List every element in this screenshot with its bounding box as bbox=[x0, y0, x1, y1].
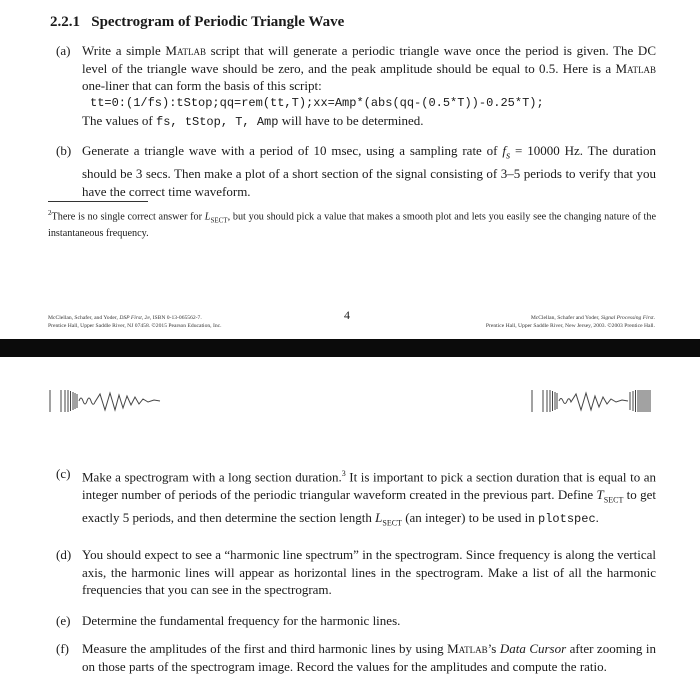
text: McClellan, Schafer and Yoder, bbox=[530, 315, 601, 321]
section-heading bbox=[50, 14, 344, 31]
item-label: (b) bbox=[56, 143, 72, 158]
math-symbol: T bbox=[596, 486, 604, 502]
item-label: (f) bbox=[56, 641, 69, 656]
math-symbol: L bbox=[204, 211, 211, 223]
math-subscript: SECT bbox=[382, 518, 402, 528]
page-number: 4 bbox=[344, 308, 350, 322]
item-a bbox=[56, 42, 656, 132]
text: Make a spectrogram with a long section duration. bbox=[82, 469, 342, 485]
footnote-divider bbox=[48, 201, 148, 202]
text: will have to be determined. bbox=[278, 113, 424, 129]
code-line: tt=0:(1/fs):tStop;qq=rem(tt,T);xx=Amp*(abs(qq-(0.5*T))-0.25*T); bbox=[90, 95, 544, 110]
text: There is no single correct answer for bbox=[51, 211, 205, 223]
item-label: (e) bbox=[56, 613, 71, 628]
matlab-name: Matlab bbox=[165, 43, 206, 58]
item-b bbox=[56, 142, 656, 200]
text: after zooming in on those parts of the spectrogram image. Record the values for the amplitudes and compute the ratio. bbox=[82, 641, 656, 674]
page-separator-band bbox=[0, 339, 700, 357]
inline-code: plotspec bbox=[538, 512, 596, 527]
footer-credit-left bbox=[48, 314, 222, 330]
text: Prentice Hall, Upper Saddle River, NJ 07458. ©2015 Pearson Education, Inc. bbox=[48, 323, 222, 329]
inline-code: fs, tStop, T, Amp bbox=[156, 115, 279, 130]
footnote-number: 2 bbox=[48, 209, 52, 217]
section-number: 2.2.1 bbox=[50, 14, 80, 30]
footer-credit-right bbox=[486, 314, 655, 330]
matlab-name: Matlab bbox=[615, 60, 656, 76]
item-f bbox=[56, 640, 656, 675]
item-label: (d) bbox=[56, 547, 72, 562]
item-e bbox=[56, 612, 656, 630]
text: DSP First, 2e bbox=[119, 315, 150, 321]
text: , but you should pick a value that makes a smooth plot and lets you easily see the changing nature of the instantaneous frequency. bbox=[48, 211, 656, 240]
text: Generate a triangle wave with a period of 10 msec, using a sampling rate of bbox=[82, 143, 503, 158]
text: It is important to pick a section duration that is equal to an integer number of periods of the periodic triangular waveform created in the previous part. Define bbox=[82, 469, 656, 502]
text: ’s bbox=[487, 641, 500, 656]
text: . bbox=[595, 510, 599, 526]
item-body bbox=[82, 465, 656, 532]
item-c bbox=[56, 465, 656, 532]
item-d bbox=[56, 546, 656, 599]
matlab-name: Matlab bbox=[447, 641, 488, 656]
item-label: (c) bbox=[56, 466, 71, 481]
waveform-logo-right bbox=[530, 384, 660, 420]
text: to get exactly 5 periods, and then determine the section length bbox=[82, 486, 656, 526]
section-title: Spectrogram of Periodic Triangle Wave bbox=[91, 14, 345, 30]
text: (an integer) to be used in bbox=[401, 510, 539, 526]
item-body bbox=[82, 42, 656, 132]
text: script that will generate a periodic triangle wave once the period is given. The DC level of the triangle wave should be zero, and the peak amplitude should be equal to 0.5. Here is a bbox=[82, 43, 656, 76]
math-subscript: s bbox=[505, 149, 511, 162]
math-subscript: SECT bbox=[603, 495, 624, 505]
waveform-logo-left bbox=[48, 384, 170, 420]
text: , ISBN 0-13-065562-7. bbox=[149, 315, 202, 321]
text: = 10000 Hz. The duration should be 3 secs. Then make a plot of a short section of the signal consisting of 3–5 periods to verify that you have the correct time waveform. bbox=[82, 143, 656, 199]
item-body bbox=[82, 142, 656, 200]
math-symbol: f bbox=[502, 143, 506, 158]
text: Signal Processing First bbox=[600, 315, 654, 321]
text: . bbox=[653, 315, 655, 321]
emphasis: Data Cursor bbox=[499, 641, 567, 656]
item-body bbox=[82, 640, 656, 675]
math-subscript: SECT bbox=[210, 216, 228, 225]
text: McClellan, Schafer, and Yoder, bbox=[48, 315, 120, 321]
footnote bbox=[48, 206, 656, 241]
item-label: (a) bbox=[56, 43, 71, 58]
text: one-liner that can form the basis of this script: bbox=[82, 78, 322, 94]
text: Prentice Hall, Upper Saddle River, New Jersey, 2003. ©2003 Prentice Hall. bbox=[485, 323, 655, 329]
item-body: You should expect to see a “harmonic line spectrum” in the spectrogram. Since frequency is along the vertical axis, the harmonic lines will appear as horizontal lines in the spectrogram. Make a list of all the harmonic frequencies that you can see in the spectrogram. bbox=[82, 547, 656, 598]
text: Measure the amplitudes of the first and third harmonic lines by using bbox=[82, 641, 448, 656]
math-symbol: L bbox=[375, 510, 383, 526]
item-body: Determine the fundamental frequency for the harmonic lines. bbox=[82, 613, 401, 628]
footnote-marker: 3 bbox=[341, 469, 346, 478]
text: The values of bbox=[82, 113, 157, 129]
text: Write a simple bbox=[82, 43, 166, 58]
